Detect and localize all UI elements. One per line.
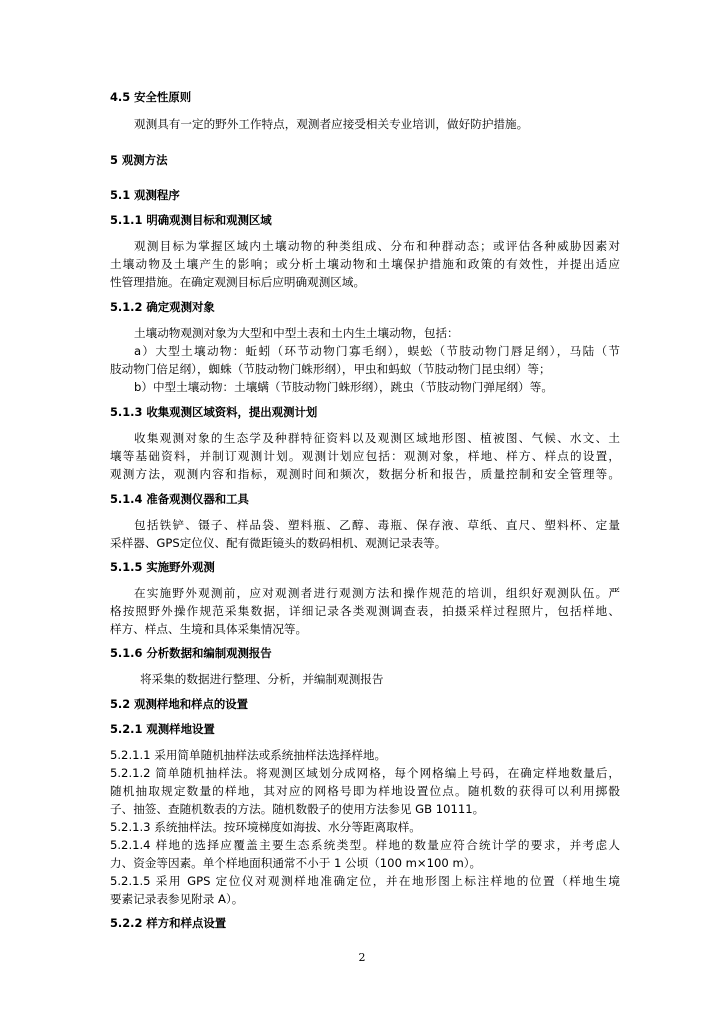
paragraph-line: 收集观测对象的生态学及种群特征资料以及观测区域地形图、植被图、气候、水文、土 [134,431,620,445]
clause-line: 5.2.1.2 简单随机抽样法。将观测区域划分成网格，每个网格编上号码，在确定样地数量后， [110,766,620,780]
clause-line: 要素记录表参见附录 A）。 [110,892,244,906]
clause-line: 力、资金等因素。单个样地面积通常不小于 1 公顷（100 m×100 m）。 [110,856,482,870]
clause-line: 5.2.1.3 系统抽样法。按环境梯度如海拔、水分等距离取样。 [110,820,421,834]
clause-line: 子、抽签、查随机数表的方法。随机数骰子的使用方法参见 GB 10111。 [110,802,485,816]
section-heading-5-1: 5.1 观测程序 [110,188,180,202]
section-heading-5-1-5: 5.1.5 实施野外观测 [110,560,215,574]
paragraph-line: 土壤动物观测对象为大型和中型土表和土内生土壤动物，包括： [134,326,459,340]
clause-line: 随机抽取规定数量的样地，其对应的网格号即为样地设置位点。随机数的获得可以利用掷骰 [110,784,620,798]
list-item-line: a）大型土壤动物：蚯蚓（环节动物门寡毛纲），蜈蚣（节肢动物门唇足纲），马陆（节 [134,344,620,358]
section-heading-5-2: 5.2 观测样地和样点的设置 [110,697,249,711]
paragraph-line: 壤等基础资料，并制订观测计划。观测计划应包括：观测对象，样地、样方、样点的设置， [110,449,620,463]
section-heading-5-1-6: 5.1.6 分析数据和编制观测报告 [110,646,272,660]
paragraph-line: 包括铁铲、镊子、样品袋、塑料瓶、乙醇、毒瓶、保存液、草纸、直尺、塑料杯、定量 [134,518,620,532]
clause-line: 5.2.1.1 采用简单随机抽样法或系统抽样法选择样地。 [110,748,387,762]
paragraph-line: 观测方法，观测内容和指标，观测时间和频次，数据分析和报告，质量控制和安全管理等。 [110,467,620,481]
section-heading-5-1-1: 5.1.1 明确观测目标和观测区域 [110,213,272,227]
section-heading-5-2-2: 5.2.2 样方和样点设置 [110,916,227,930]
paragraph-line: 样方、样点、生境和具体采集情况等。 [110,622,308,636]
section-heading-5-1-2: 5.1.2 确定观测对象 [110,300,215,314]
section-heading-5-1-4: 5.1.4 准备观测仪器和工具 [110,492,249,506]
clause-line: 5.2.1.5 采用 GPS 定位仪对观测样地准确定位，并在地形图上标注样地的位置（样地生境 [110,874,620,888]
paragraph-line: 性管理措施。在确定观测目标后应明确观测区域。 [110,275,366,289]
section-heading-5: 5 观测方法 [110,153,168,167]
paragraph-line: 将采集的数据进行整理、分析，并编制观测报告 [140,672,384,686]
paragraph-line: 采样器、GPS定位仪、配有微距镜头的数码相机、观测记录表等。 [110,536,447,550]
paragraph-line: 在实施野外观测前，应对观测者进行观测方法和操作规范的培训，组织好观测队伍。严 [134,586,620,600]
paragraph-line: 土壤动物及土壤产生的影响；或分析土壤动物和土壤保护措施和政策的有效性，并提出适应 [110,257,620,271]
list-item-line: 肢动物门倍足纲），蜘蛛（节肢动物门蛛形纲），甲虫和蚂蚁（节肢动物门昆虫纲）等； [110,362,551,376]
section-heading-5-2-1: 5.2.1 观测样地设置 [110,722,215,736]
clause-line: 5.2.1.4 样地的选择应覆盖主要生态系统类型。样地的数量应符合统计学的要求，并考虑人 [110,838,620,852]
list-item-line: b）中型土壤动物：土壤螨（节肢动物门蛛形纲），跳虫（节肢动物门弹尾纲）等。 [134,380,553,394]
paragraph-line: 观测目标为掌握区域内土壤动物的种类组成、分布和种群动态；或评估各种威胁因素对 [134,239,620,253]
page-number: 2 [358,951,366,964]
paragraph-line: 观测具有一定的野外工作特点，观测者应接受相关专业培训，做好防护措施。 [134,117,529,131]
section-heading-5-1-3: 5.1.3 收集观测区域资料，提出观测计划 [110,405,318,419]
section-heading-4-5: 4.5 安全性原则 [110,90,192,104]
paragraph-line: 格按照野外操作规范采集数据，详细记录各类观测调查表，拍摄采样过程照片，包括样地、 [110,604,620,618]
